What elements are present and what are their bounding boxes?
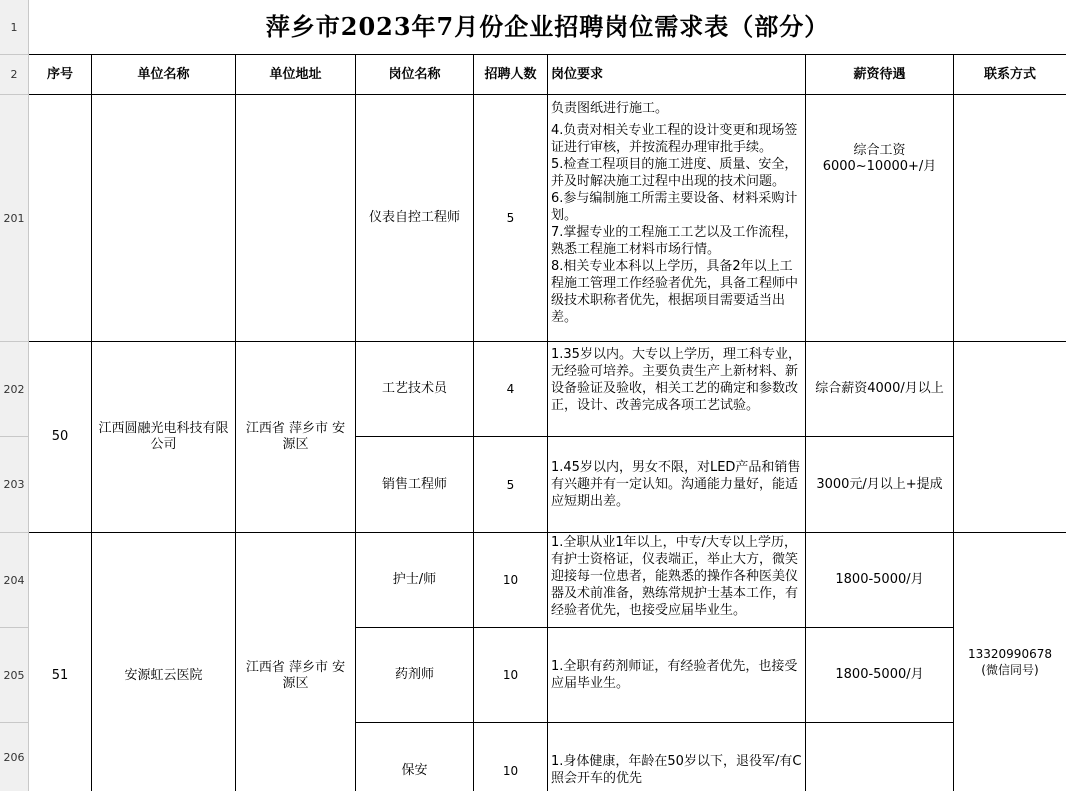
cell-salary-201[interactable]: 综合工资6000~10000+/月	[806, 95, 954, 342]
cell-company-51[interactable]: 安源虹云医院	[92, 533, 236, 791]
table-title[interactable]: 萍乡市2023年7月份企业招聘岗位需求表（部分）	[29, 0, 1066, 55]
row-header-201[interactable]: 201	[0, 95, 29, 342]
cell-position-205[interactable]: 药剂师	[356, 628, 474, 723]
cell-contact-51[interactable]: 13320990678 (微信同号)	[968, 647, 1052, 677]
cell-company-50[interactable]: 江西圆融光电科技有限公司	[92, 342, 236, 533]
row-header-206[interactable]: 206	[0, 723, 29, 791]
row-header-203[interactable]: 203	[0, 437, 29, 533]
cell-company-201[interactable]	[92, 95, 236, 342]
header-count[interactable]: 招聘人数	[474, 55, 548, 95]
row-header-1[interactable]: 1	[0, 0, 29, 55]
cell-count-203[interactable]: 5	[474, 437, 548, 533]
cell-position-204[interactable]: 护士/师	[356, 533, 474, 628]
cell-count-204[interactable]: 10	[474, 533, 548, 628]
header-position[interactable]: 岗位名称	[356, 55, 474, 95]
cell-position-202[interactable]: 工艺技术员	[356, 342, 474, 437]
row-header-205[interactable]: 205	[0, 628, 29, 723]
cell-position-203[interactable]: 销售工程师	[356, 437, 474, 533]
cell-address-201[interactable]	[236, 95, 356, 342]
cell-count-206[interactable]: 10	[474, 723, 548, 791]
header-seq[interactable]: 序号	[29, 55, 92, 95]
cell-requirements-203[interactable]: 1.45岁以内，男女不限，对LED产品和销售有兴趣并有一定认知。沟通能力量好，能适应短期出差。	[548, 437, 806, 533]
cell-count-205[interactable]: 10	[474, 628, 548, 723]
cell-requirements-205[interactable]: 1.全职有药剂师证，有经验者优先，也接受应届毕业生。	[548, 628, 806, 723]
header-requirements[interactable]: 岗位要求	[548, 55, 806, 95]
header-salary[interactable]: 薪资待遇	[806, 55, 954, 95]
cell-count-201[interactable]: 5	[474, 95, 548, 342]
cell-contact-201[interactable]	[954, 95, 1066, 342]
cell-count-202[interactable]: 4	[474, 342, 548, 437]
header-company[interactable]: 单位名称	[92, 55, 236, 95]
cell-salary-202[interactable]: 综合薪资4000/月以上	[806, 342, 954, 437]
cell-salary-205[interactable]: 1800-5000/月	[806, 628, 954, 723]
cell-salary-203[interactable]: 3000元/月以上+提成	[806, 437, 954, 533]
row-header-204[interactable]: 204	[0, 533, 29, 628]
cell-requirements-201[interactable]	[548, 95, 806, 342]
cell-seq-50[interactable]: 50	[29, 342, 92, 533]
cell-salary-204[interactable]: 1800-5000/月	[806, 533, 954, 628]
requirements-clipped-line: 负责图纸进行施工。	[551, 101, 669, 116]
row-header-2[interactable]: 2	[0, 55, 29, 95]
header-address[interactable]: 单位地址	[236, 55, 356, 95]
cell-requirements-206[interactable]: 1.身体健康，年龄在50岁以下，退役军/有C照会开车的优先	[548, 723, 806, 791]
cell-requirements-202[interactable]: 1.35岁以内。大专以上学历，理工科专业，无经验可培养。主要负责生产上新材料、新设备验证及验收，相关工艺的确定和参数改正，设计、改善完成各项工艺试验。	[548, 342, 806, 437]
cell-contact-50[interactable]	[954, 342, 1066, 533]
cell-address-50[interactable]: 江西省 萍乡市 安源区	[236, 342, 356, 533]
header-contact[interactable]: 联系方式	[954, 55, 1066, 95]
requirements-text: 4.负责对相关专业工程的设计变更和现场签证进行审核，并按流程办理审批手续。 5.检查工程项目的施工进度、质量、安全，并及时解决施工过程中出现的技术问题。 6.参与编制施工所需主要设备、材料采购计划。 7.掌握专业的工程施工工艺以及工作流程，熟悉工程施工材料市场行情。 8.相关专业本科以上学历，具备2年以上工程施工管理工作经验者优先，具备工程师中级技术职称者优先，根据项目需要适当出差。	[551, 123, 799, 325]
cell-position-206[interactable]: 保安	[356, 723, 474, 791]
cell-salary-206[interactable]	[806, 723, 954, 791]
row-header-202[interactable]: 202	[0, 342, 29, 437]
cell-position-201[interactable]: 仪表自控工程师	[356, 95, 474, 342]
cell-seq-51[interactable]: 51	[29, 533, 92, 791]
cell-requirements-204[interactable]: 1.全职从业1年以上，中专/大专以上学历，有护士资格证，仪表端正，举止大方，微笑迎接每一位患者，能熟悉的操作各种医美仪器及术前准备，熟练常规护士基本工作，有经验者优先，也接受应届毕业生。	[548, 533, 806, 628]
cell-seq-201[interactable]	[29, 95, 92, 342]
cell-address-51[interactable]: 江西省 萍乡市 安源区	[236, 533, 356, 791]
